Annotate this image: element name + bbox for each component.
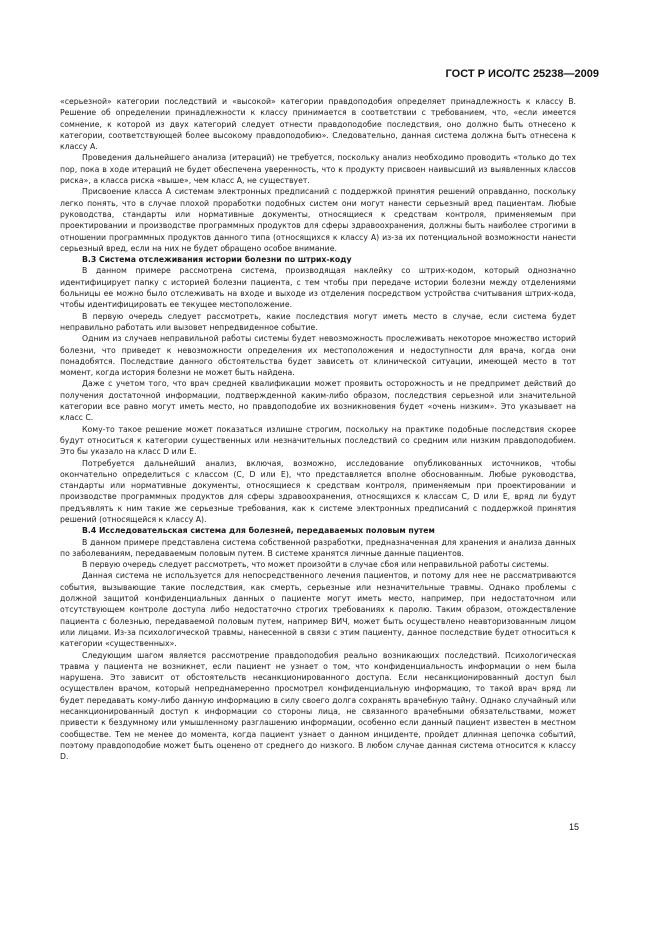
- section-heading-b3: В.3 Система отслеживания истории болезни по штрих-коду: [82, 255, 352, 265]
- paragraph: В данном примере представлена система собственной разработки, предназначенная для хранения и анализа данных по заболеваниям, передаваемым половым путем. В системе хранятся личные данные пациентов.: [60, 537, 576, 558]
- paragraph: Проведения дальнейшего анализа (итераций) не требуется, поскольку анализ необходимо проводить «только до тех пор, пока в ходе итераций не будет обеспечена уверенность, что к продукту присвоен наивысший из выявленных классов риска», а класса риска «выше», чем класс А, не существует.: [60, 153, 576, 186]
- paragraph: Одним из случаев неправильной работы системы будет невозможность прослеживать некоторое множество историй болезни, что приведет к невозможности определения их местоположения и недоступности для врача, когда они понадобятся. Последствие данного обстоятельства будет зависеть от клинической ситуации, имеющей место в тот момент, когда история болезни не может быть найдена.: [60, 334, 576, 378]
- paragraph: В данном примере рассмотрена система, производящая наклейку со штрих-кодом, который однозначно идентифицирует папку с историей болезни пациента, с тем чтобы при передаче истории болезни между отделениями больницы ее можно было отслеживать на входе и выходе из отделения посредством устройства считывания штрих-кода, чтобы идентифицировать ее текущее местоположение.: [60, 266, 576, 310]
- page-number: 15: [568, 822, 579, 832]
- paragraph: «серьезной» категории последствий и «высокой» категории правдоподобия определяет принадлежность к классу В. Решение об определении принадлежности к классу принимается в соответствии с требованием, что, «если имеется сомнение, к которой из двух категорий следует отнести правдоподобие последствия, оно должно быть отнесено к категории, соответствующей более высокому правдоподобию». Следовательно, данная система должна быть отнесена к классу А.: [60, 97, 576, 152]
- paragraph: В первую очередь следует рассмотреть, что может произойти в случае сбоя или неправильной работы системы.: [82, 560, 550, 570]
- paragraph: Следующим шагом является рассмотрение правдоподобия реально возникающих последствий. Психологическая травма у пациента не возникнет, если пациент не узнает о том, что конфиденциальность информации о нем была нарушена. Это зависит от обстоятельств несанкционированного доступа. Если несанкционированный доступ был осуществлен врачом, который непреднамеренно просмотрел конфиденциальную информацию, то такой врач вряд ли будет передавать кому-либо данную информацию в силу своего долга сохранять врачебную тайну. Однако случайный или несанкционированный доступ к информации со стороны лица, не связанного врачебными обязательствами, может привести к бездумному или умышленному разглашению информации, особенно если данный пациент известен в местном сообществе. Тем не менее до момента, когда пациент узнает о данном инциденте, пройдет длинная цепочка событий, поэтому правдоподобие может быть оценено от среднего до низкого. В любом случае данная система относится к классу D.: [60, 650, 576, 762]
- paragraph: Данная система не используется для непосредственного лечения пациентов, и потому для нее не рассматриваются события, вызывающие такие последствия, как смерть, серьезные или незначительные травмы. Однако проблемы с должной защитой конфиденциальных данных о пациенте могут иметь место, например, при недостаточном или отсутствующем контроле доступа либо недостаточно строгих требованиях к паролю. Таким образом, отождествление пациента с болезнью, передаваемой половым путем, например ВИЧ, может быть осуществлено неавторизованным лицом или лицами. Из-за психологической травмы, нанесенной в связи с этим пациенту, данное последствие будет относиться к категории «существенных».: [60, 571, 576, 649]
- paragraph: Присвоение класса А системам электронных предписаний с поддержкой принятия решений оправданно, поскольку легко понять, что в случае плохой проработки подобных систем они могут нанести серьезный вред пациентам. Любые руководства, стандарты или нормативные документы, относящиеся к средствам контроля, применяемым при проектировании и производстве программных продуктов для сферы здравоохранения, должны быть наиболее строгими в отношении программных продуктов данного типа (относящихся к классу А) из-за их потенциальной возможности нанести серьезный вред, если на них не будет обращено особое внимание.: [60, 187, 576, 253]
- paragraph: Потребуется дальнейший анализ, включая, возможно, исследование опубликованных источников, чтобы окончательно определиться с классом (С, D или Е), что представляется вполне обоснованным. Любые руководства, стандарты или нормативные документы, относящиеся к средствам контроля, применяемым при проектировании и производстве программных продуктов для сферы здравоохранения, относящихся к классам С, D или Е, вряд ли будут предъявлять к ним такие же серьезные требования, как к системе электронных предписаний с поддержкой принятия решений (относящейся к классу А).: [60, 458, 576, 524]
- section-heading-b4: В.4 Исследовательская система для болезней, передаваемых половым путем: [82, 526, 435, 536]
- paragraph: Даже с учетом того, что врач средней квалификации может проявить осторожность и не предпримет действий до получения достаточной информации, подтвержденной каким-либо образом, последствия серьезной или значительной категории все равно могут иметь место, но правдоподобие их возникновения будет «очень низким». Это указывает на класс С.: [60, 379, 576, 423]
- paragraph: В первую очередь следует рассмотреть, какие последствия могут иметь место в случае, если система будет неправильно работать или вызовет непредвиденное событие.: [60, 311, 576, 332]
- page-body: [60, 96, 576, 763]
- document-header: ГОСТ Р ИСО/ТС 25238—2009: [445, 68, 599, 80]
- paragraph: Кому-то такое решение может показаться излишне строгим, поскольку на практике подобные последствия скорее будут относиться к категории существенных или незначительных последствий со средним или низким правдоподобием. Это бы указало на класс D или E.: [60, 424, 576, 457]
